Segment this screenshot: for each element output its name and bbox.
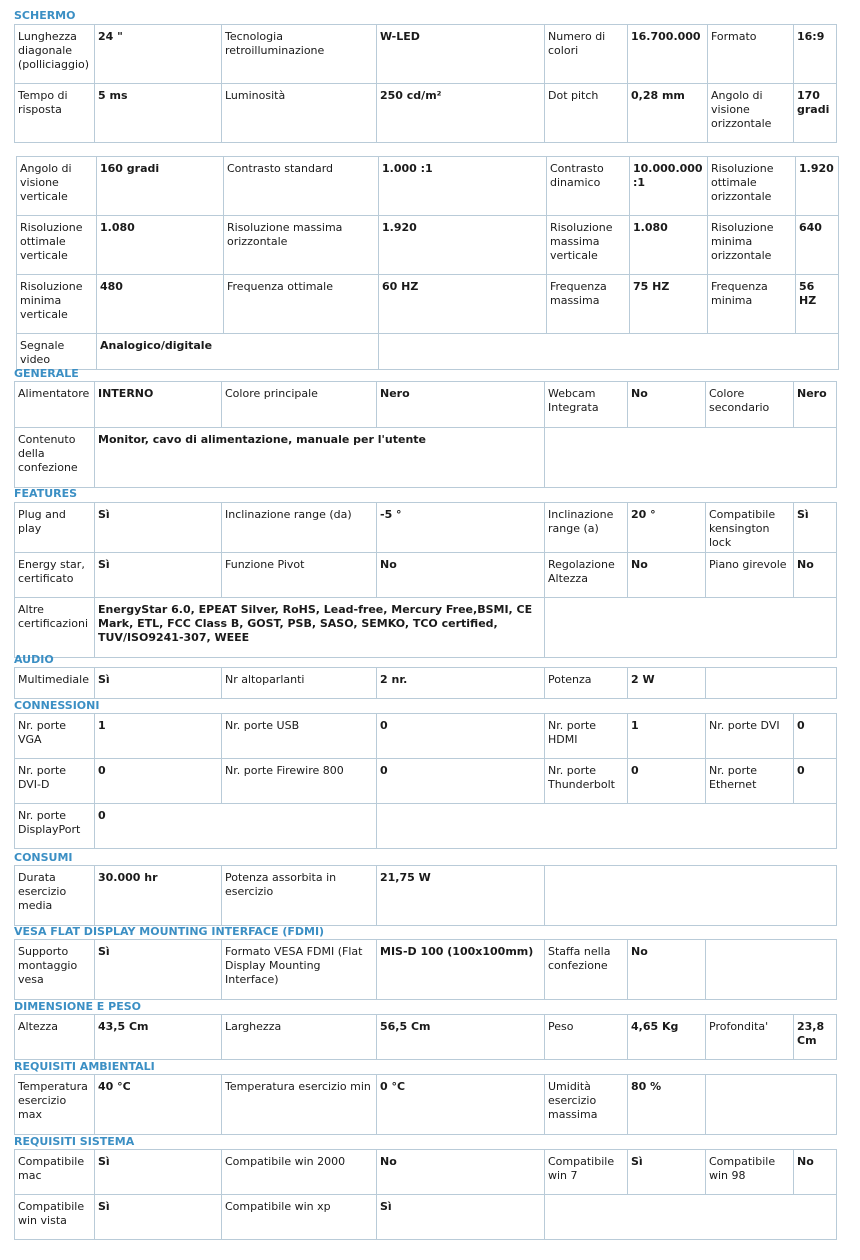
spec-value-nr-porte-dvi-d: 0 — [95, 759, 222, 804]
spec-label-colore-principale: Colore principale — [222, 382, 377, 428]
spec-label-altre-certificazioni: Altre certificazioni — [15, 598, 95, 658]
spec-value-contenuto-della-confezione: Monitor, cavo di alimentazione, manuale per l'utente — [95, 428, 545, 488]
spec-value-angolo-di-visione-verticale: 160 gradi — [97, 157, 224, 216]
spec-label-contenuto-della-confezione: Contenuto della confezione — [15, 428, 95, 488]
spec-label-angolo-di-visione-orizzontale: Angolo di visione orizzontale — [708, 84, 794, 143]
empty-cell — [377, 804, 837, 849]
vesa-flat-display-mounting-interface-fdmi-table — [14, 939, 837, 1000]
spec-label-peso: Peso — [545, 1015, 628, 1060]
spec-value-compatibile-win-7: Sì — [628, 1150, 706, 1195]
section-title-schermo: SCHERMO — [14, 9, 76, 22]
spec-row — [15, 428, 837, 488]
spec-row — [15, 598, 837, 658]
spec-value-potenza-assorbita-in-esercizio: 21,75 W — [377, 866, 545, 926]
spec-label-formato: Formato — [708, 25, 794, 84]
spec-value-contrasto-standard: 1.000 :1 — [379, 157, 547, 216]
spec-label-plug-and-play: Plug and play — [15, 503, 95, 553]
spec-row — [15, 668, 837, 699]
audio-table — [14, 667, 837, 699]
empty-cell — [379, 334, 839, 370]
spec-label-temperatura-esercizio-min: Temperatura esercizio min — [222, 1075, 377, 1135]
spec-value-risoluzione-ottimale-verticale: 1.080 — [97, 216, 224, 275]
spec-value-supporto-montaggio-vesa: Sì — [95, 940, 222, 1000]
spec-value-formato-vesa-fdmi-flat-display-mounting-interface: MIS-D 100 (100x100mm) — [377, 940, 545, 1000]
spec-value-lunghezza-diagonale-polliciaggio: 24 " — [95, 25, 222, 84]
consumi-table — [14, 865, 837, 926]
empty-cell — [545, 598, 837, 658]
spec-label-compatibile-win-xp: Compatibile win xp — [222, 1195, 377, 1240]
spec-row — [15, 1195, 837, 1240]
section-title-consumi: CONSUMI — [14, 851, 73, 864]
spec-value-durata-esercizio-media: 30.000 hr — [95, 866, 222, 926]
schermo-2-table — [16, 156, 839, 370]
spec-value-compatibile-win-98: No — [794, 1150, 837, 1195]
spec-label-inclinazione-range-a: Inclinazione range (a) — [545, 503, 628, 553]
spec-value-compatibile-win-xp: Sì — [377, 1195, 545, 1240]
spec-value-angolo-di-visione-orizzontale: 170 gradi — [794, 84, 837, 143]
spec-label-nr-porte-usb: Nr. porte USB — [222, 714, 377, 759]
spec-label-durata-esercizio-media: Durata esercizio media — [15, 866, 95, 926]
spec-label-numero-di-colori: Numero di colori — [545, 25, 628, 84]
spec-label-angolo-di-visione-verticale: Angolo di visione verticale — [17, 157, 97, 216]
spec-label-tempo-di-risposta: Tempo di risposta — [15, 84, 95, 143]
spec-row — [15, 804, 837, 849]
spec-row — [17, 157, 839, 216]
spec-value-nr-porte-thunderbolt: 0 — [628, 759, 706, 804]
spec-value-risoluzione-ottimale-orizzontale: 1.920 — [796, 157, 839, 216]
spec-row — [17, 275, 839, 334]
requisiti-sistema-table — [14, 1149, 837, 1240]
spec-value-tempo-di-risposta: 5 ms — [95, 84, 222, 143]
spec-row — [15, 759, 837, 804]
spec-label-umidita-esercizio-massima: Umidità esercizio massima — [545, 1075, 628, 1135]
spec-value-peso: 4,65 Kg — [628, 1015, 706, 1060]
spec-label-nr-porte-hdmi: Nr. porte HDMI — [545, 714, 628, 759]
spec-value-colore-secondario: Nero — [794, 382, 837, 428]
spec-label-colore-secondario: Colore secondario — [706, 382, 794, 428]
section-title-requisiti-ambientali: REQUISITI AMBIENTALI — [14, 1060, 155, 1073]
spec-value-temperatura-esercizio-max: 40 °C — [95, 1075, 222, 1135]
spec-label-dot-pitch: Dot pitch — [545, 84, 628, 143]
spec-label-risoluzione-ottimale-orizzontale: Risoluzione ottimale orizzontale — [708, 157, 796, 216]
spec-label-nr-porte-displayport: Nr. porte DisplayPort — [15, 804, 95, 849]
spec-row — [15, 714, 837, 759]
spec-value-dot-pitch: 0,28 mm — [628, 84, 708, 143]
spec-value-compatibile-win-vista: Sì — [95, 1195, 222, 1240]
empty-cell — [706, 668, 837, 699]
spec-value-funzione-pivot: No — [377, 553, 545, 598]
spec-value-risoluzione-minima-verticale: 480 — [97, 275, 224, 334]
spec-value-altre-certificazioni: EnergyStar 6.0, EPEAT Silver, RoHS, Lead-free, Mercury Free,BSMI, CE Mark, ETL, FCC Class B, GOST, PSB, SASO, SEMKO, TCO certified, TUV/ISO9241-307, WEEE — [95, 598, 545, 658]
spec-value-staffa-nella-confezione: No — [628, 940, 706, 1000]
section-title-vesa-flat-display-mounting-interface-fdmi: VESA FLAT DISPLAY MOUNTING INTERFACE (FDMI) — [14, 925, 325, 938]
spec-label-compatibile-win-7: Compatibile win 7 — [545, 1150, 628, 1195]
spec-value-nr-porte-vga: 1 — [95, 714, 222, 759]
schermo-table — [14, 24, 837, 143]
spec-value-webcam-integrata: No — [628, 382, 706, 428]
spec-value-contrasto-dinamico: 10.000.000 :1 — [630, 157, 708, 216]
spec-label-nr-porte-dvi: Nr. porte DVI — [706, 714, 794, 759]
spec-label-alimentatore: Alimentatore — [15, 382, 95, 428]
spec-label-webcam-integrata: Webcam Integrata — [545, 382, 628, 428]
spec-label-potenza: Potenza — [545, 668, 628, 699]
spec-value-nr-altoparlanti: 2 nr. — [377, 668, 545, 699]
spec-value-risoluzione-massima-verticale: 1.080 — [630, 216, 708, 275]
spec-row — [15, 1015, 837, 1060]
generale-table — [14, 381, 837, 488]
spec-value-compatibile-kensington-lock: Sì — [794, 503, 837, 553]
section-title-generale: GENERALE — [14, 367, 79, 380]
spec-label-staffa-nella-confezione: Staffa nella confezione — [545, 940, 628, 1000]
spec-label-tecnologia-retroilluminazione: Tecnologia retroilluminazione — [222, 25, 377, 84]
spec-row — [15, 553, 837, 598]
features-table — [14, 502, 837, 658]
spec-value-plug-and-play: Sì — [95, 503, 222, 553]
spec-label-nr-porte-vga: Nr. porte VGA — [15, 714, 95, 759]
spec-value-tecnologia-retroilluminazione: W-LED — [377, 25, 545, 84]
spec-row — [15, 866, 837, 926]
spec-label-energy-star-certificato: Energy star, certificato — [15, 553, 95, 598]
spec-label-nr-porte-firewire-800: Nr. porte Firewire 800 — [222, 759, 377, 804]
spec-value-nr-porte-displayport: 0 — [95, 804, 377, 849]
spec-label-compatibile-kensington-lock: Compatibile kensington lock — [706, 503, 794, 553]
spec-value-nr-porte-ethernet: 0 — [794, 759, 837, 804]
spec-label-nr-porte-ethernet: Nr. porte Ethernet — [706, 759, 794, 804]
spec-label-luminosita: Luminosità — [222, 84, 377, 143]
spec-value-larghezza: 56,5 Cm — [377, 1015, 545, 1060]
spec-label-segnale-video: Segnale video — [17, 334, 97, 370]
spec-row — [15, 382, 837, 428]
spec-value-potenza: 2 W — [628, 668, 706, 699]
spec-label-risoluzione-massima-orizzontale: Risoluzione massima orizzontale — [224, 216, 379, 275]
spec-value-frequenza-ottimale: 60 HZ — [379, 275, 547, 334]
section-title-connessioni: CONNESSIONI — [14, 699, 100, 712]
spec-label-formato-vesa-fdmi-flat-display-mounting-interface: Formato VESA FDMI (Flat Display Mounting Interface) — [222, 940, 377, 1000]
section-title-requisiti-sistema: REQUISITI SISTEMA — [14, 1135, 135, 1148]
spec-value-inclinazione-range-a: 20 ° — [628, 503, 706, 553]
spec-value-frequenza-minima: 56 HZ — [796, 275, 839, 334]
spec-label-nr-altoparlanti: Nr altoparlanti — [222, 668, 377, 699]
spec-label-risoluzione-minima-orizzontale: Risoluzione minima orizzontale — [708, 216, 796, 275]
connessioni-table — [14, 713, 837, 849]
spec-label-inclinazione-range-da: Inclinazione range (da) — [222, 503, 377, 553]
spec-value-inclinazione-range-da: -5 ° — [377, 503, 545, 553]
spec-row — [15, 503, 837, 553]
spec-label-risoluzione-massima-verticale: Risoluzione massima verticale — [547, 216, 630, 275]
spec-label-frequenza-ottimale: Frequenza ottimale — [224, 275, 379, 334]
requisiti-ambientali-table — [14, 1074, 837, 1135]
spec-value-energy-star-certificato: Sì — [95, 553, 222, 598]
spec-value-regolazione-altezza: No — [628, 553, 706, 598]
empty-cell — [706, 1075, 837, 1135]
section-title-dimensione-e-peso: DIMENSIONE E PESO — [14, 1000, 141, 1013]
spec-value-formato: 16:9 — [794, 25, 837, 84]
spec-value-alimentatore: INTERNO — [95, 382, 222, 428]
spec-label-supporto-montaggio-vesa: Supporto montaggio vesa — [15, 940, 95, 1000]
spec-value-segnale-video: Analogico/digitale — [97, 334, 379, 370]
spec-value-compatibile-win-2000: No — [377, 1150, 545, 1195]
spec-label-frequenza-minima: Frequenza minima — [708, 275, 796, 334]
spec-label-multimediale: Multimediale — [15, 668, 95, 699]
spec-value-numero-di-colori: 16.700.000 — [628, 25, 708, 84]
dimensione-e-peso-table — [14, 1014, 837, 1060]
spec-value-risoluzione-minima-orizzontale: 640 — [796, 216, 839, 275]
spec-label-compatibile-mac: Compatibile mac — [15, 1150, 95, 1195]
spec-value-piano-girevole: No — [794, 553, 837, 598]
empty-cell — [706, 940, 837, 1000]
spec-value-multimediale: Sì — [95, 668, 222, 699]
spec-label-contrasto-standard: Contrasto standard — [224, 157, 379, 216]
spec-label-contrasto-dinamico: Contrasto dinamico — [547, 157, 630, 216]
spec-value-temperatura-esercizio-min: 0 °C — [377, 1075, 545, 1135]
spec-value-nr-porte-dvi: 0 — [794, 714, 837, 759]
spec-row — [15, 1150, 837, 1195]
spec-value-risoluzione-massima-orizzontale: 1.920 — [379, 216, 547, 275]
spec-label-risoluzione-minima-verticale: Risoluzione minima verticale — [17, 275, 97, 334]
spec-value-nr-porte-firewire-800: 0 — [377, 759, 545, 804]
spec-value-luminosita: 250 cd/m² — [377, 84, 545, 143]
spec-label-nr-porte-thunderbolt: Nr. porte Thunderbolt — [545, 759, 628, 804]
spec-label-compatibile-win-2000: Compatibile win 2000 — [222, 1150, 377, 1195]
spec-value-colore-principale: Nero — [377, 382, 545, 428]
spec-row — [15, 84, 837, 143]
section-title-features: FEATURES — [14, 487, 78, 500]
spec-label-profondita: Profondita' — [706, 1015, 794, 1060]
spec-label-risoluzione-ottimale-verticale: Risoluzione ottimale verticale — [17, 216, 97, 275]
spec-row — [17, 334, 839, 370]
spec-value-altezza: 43,5 Cm — [95, 1015, 222, 1060]
section-title-audio: AUDIO — [14, 653, 54, 666]
spec-value-umidita-esercizio-massima: 80 % — [628, 1075, 706, 1135]
spec-row — [17, 216, 839, 275]
spec-value-compatibile-mac: Sì — [95, 1150, 222, 1195]
spec-value-frequenza-massima: 75 HZ — [630, 275, 708, 334]
spec-row — [15, 1075, 837, 1135]
spec-label-funzione-pivot: Funzione Pivot — [222, 553, 377, 598]
spec-label-piano-girevole: Piano girevole — [706, 553, 794, 598]
spec-label-compatibile-win-98: Compatibile win 98 — [706, 1150, 794, 1195]
empty-cell — [545, 1195, 837, 1240]
spec-row — [15, 940, 837, 1000]
spec-value-profondita: 23,8 Cm — [794, 1015, 837, 1060]
spec-value-nr-porte-hdmi: 1 — [628, 714, 706, 759]
spec-label-lunghezza-diagonale-polliciaggio: Lunghezza diagonale (polliciaggio) — [15, 25, 95, 84]
spec-value-nr-porte-usb: 0 — [377, 714, 545, 759]
spec-label-potenza-assorbita-in-esercizio: Potenza assorbita in esercizio — [222, 866, 377, 926]
spec-label-larghezza: Larghezza — [222, 1015, 377, 1060]
spec-label-regolazione-altezza: Regolazione Altezza — [545, 553, 628, 598]
spec-label-compatibile-win-vista: Compatibile win vista — [15, 1195, 95, 1240]
spec-label-temperatura-esercizio-max: Temperatura esercizio max — [15, 1075, 95, 1135]
spec-label-frequenza-massima: Frequenza massima — [547, 275, 630, 334]
spec-row — [15, 25, 837, 84]
empty-cell — [545, 866, 837, 926]
spec-label-nr-porte-dvi-d: Nr. porte DVI-D — [15, 759, 95, 804]
empty-cell — [545, 428, 837, 488]
spec-label-altezza: Altezza — [15, 1015, 95, 1060]
